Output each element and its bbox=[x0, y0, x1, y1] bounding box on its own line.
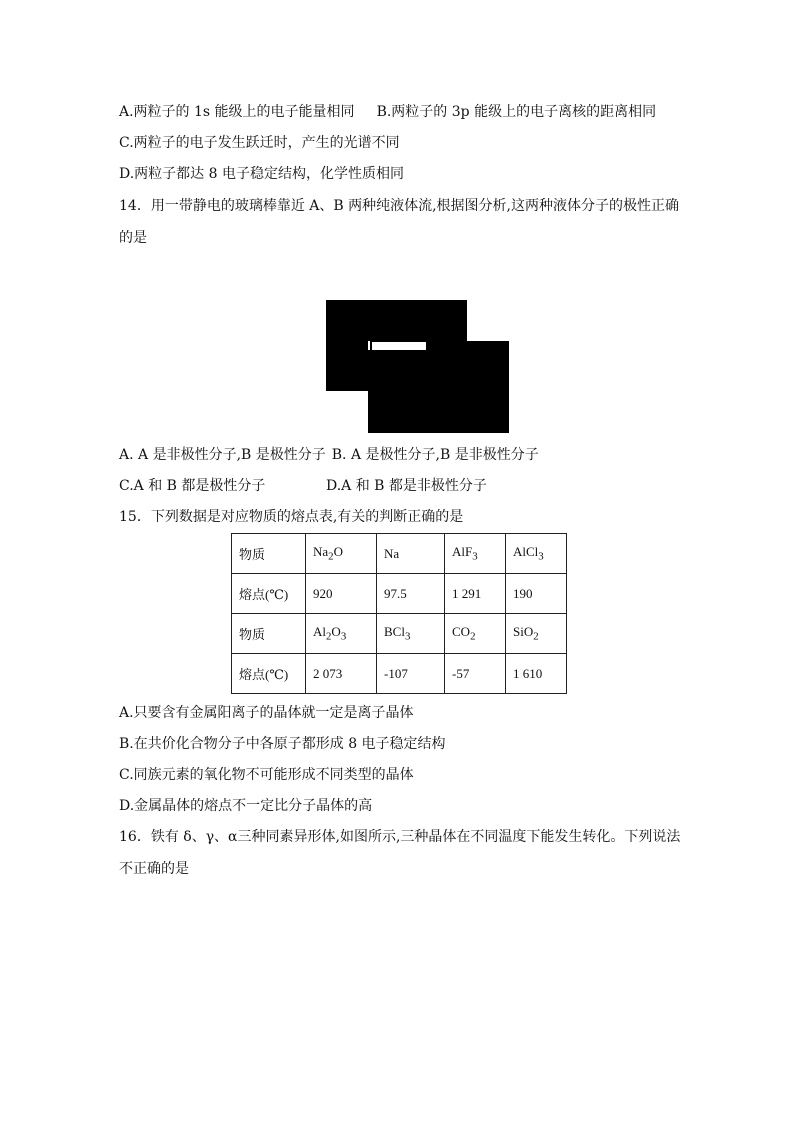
table-cell-formula: SiO$_2$ bbox=[506, 614, 567, 654]
table-cell-label: 物质 bbox=[232, 614, 306, 654]
table-cell-formula: $Al_2O_3$ bbox=[306, 614, 377, 654]
table-cell-value: 1 610 bbox=[506, 654, 567, 694]
table-row bbox=[232, 654, 567, 694]
q14-options-ab bbox=[119, 445, 539, 465]
q14-option-d: D.A 和 B 都是非极性分子 bbox=[326, 478, 487, 494]
q13-option-c: C.两粒子的电子发生跃迁时，产生的光谱不同 bbox=[119, 135, 400, 151]
table-cell-label: 熔点(℃) bbox=[232, 574, 306, 614]
table-cell-value: -107 bbox=[377, 654, 445, 694]
figure-block-top bbox=[326, 300, 467, 341]
table-row bbox=[232, 614, 567, 654]
table-cell-formula: BCl$_3$ bbox=[377, 614, 445, 654]
q15-option-c: C.同族元素的氧化物不可能形成不同类型的晶体 bbox=[119, 767, 414, 783]
q16-stem-line1: 16．铁有 δ、γ、α三种同素异形体,如图所示,三种晶体在不同温度下能发生转化。下列说法 bbox=[119, 829, 681, 845]
figure-block-bottom bbox=[368, 391, 467, 433]
table-cell-label: 物质 bbox=[232, 534, 306, 574]
table-cell-formula: Na bbox=[377, 534, 445, 574]
q14-stem-line2: 的是 bbox=[119, 230, 147, 246]
q14-stem-line1: 14．用一带静电的玻璃棒靠近 A、B 两种纯液体流,根据图分析,这两种液体分子的极性正确 bbox=[119, 198, 680, 214]
table-cell-value: 2 073 bbox=[306, 654, 377, 694]
q15-stem: 15．下列数据是对应物质的熔点表,有关的判断正确的是 bbox=[119, 509, 464, 525]
q13-option-d: D.两粒子都达 8 电子稳定结构，化学性质相同 bbox=[119, 166, 404, 182]
melting-point-table bbox=[231, 533, 567, 694]
q14-option-c: C.A 和 B 都是极性分子 bbox=[119, 478, 266, 494]
figure-white-bar bbox=[372, 342, 426, 350]
q14-option-b: B. A 是极性分子,B 是非极性分子 bbox=[331, 447, 539, 463]
table-cell-formula: AlCl$_3$ bbox=[506, 534, 567, 574]
table-cell-value: -57 bbox=[445, 654, 506, 694]
table-cell-value: 97.5 bbox=[377, 574, 445, 614]
q13-option-a: A.两粒子的 1s 能级上的电子能量相同 bbox=[119, 104, 355, 120]
table-row bbox=[232, 534, 567, 574]
table-cell-value: 1 291 bbox=[445, 574, 506, 614]
table-cell-formula: $CO_2$ bbox=[445, 614, 506, 654]
table-cell-value: 920 bbox=[306, 574, 377, 614]
table-cell-value: 190 bbox=[506, 574, 567, 614]
q13-option-b: B.两粒子的 3p 能级上的电子离核的距离相同 bbox=[376, 104, 657, 120]
table-cell-formula: AlF$_3$ bbox=[445, 534, 506, 574]
q14-options-cd bbox=[119, 476, 487, 496]
table-cell-formula: $Na_2O$ bbox=[306, 534, 377, 574]
q15-option-d: D.金属晶体的熔点不一定比分子晶体的高 bbox=[119, 798, 373, 814]
q15-option-b: B.在共价化合物分子中各原子都形成 8 电子稳定结构 bbox=[119, 736, 446, 752]
table-row bbox=[232, 574, 567, 614]
q16-stem-line2: 不正确的是 bbox=[119, 861, 189, 877]
q13-options-ab bbox=[119, 102, 656, 122]
table-cell-label: 熔点(℃) bbox=[232, 654, 306, 694]
figure-white-tick bbox=[368, 341, 370, 350]
q15-option-a: A.只要含有金属阳离子的晶体就一定是离子晶体 bbox=[119, 705, 414, 721]
q14-option-a: A. A 是非极性分子,B 是极性分子 bbox=[119, 447, 326, 463]
figure-block-right bbox=[467, 341, 509, 433]
